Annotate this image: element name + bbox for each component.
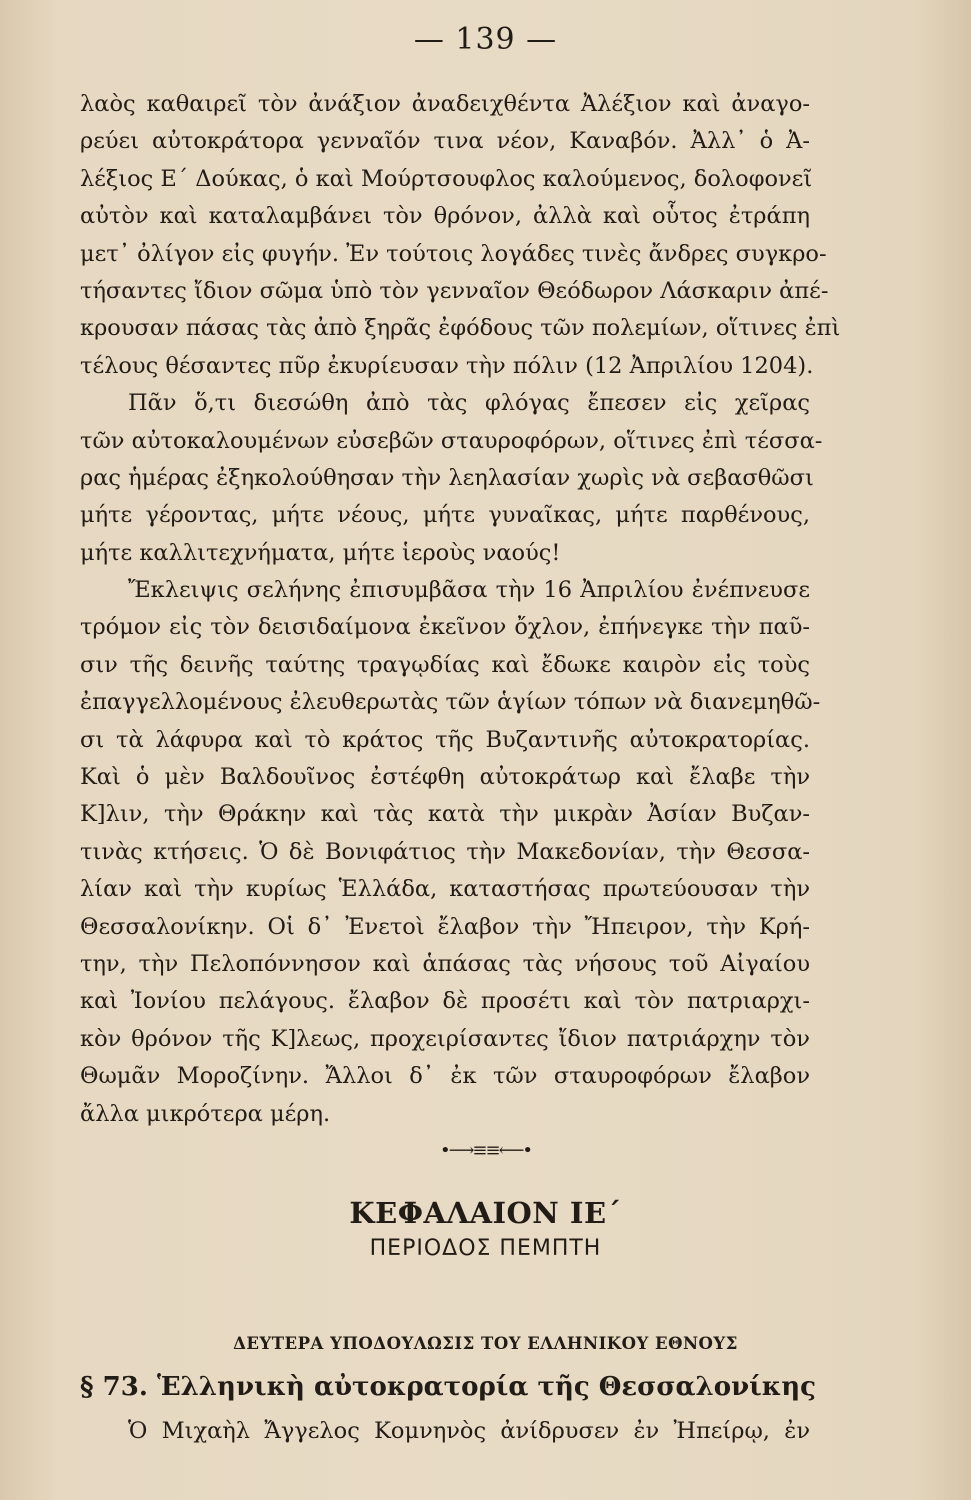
text-line: ἄλλα μικρότερα μέρη. [80, 1100, 331, 1127]
part-title: ΔΕΥΤΕΡΑ ΥΠΟΔΟΥΛΩΣΙΣ ΤΟΥ ΕΛΛΗΝΙΚΟΥ ΕΘΝΟΥΣ [233, 1334, 738, 1353]
text-line: λίαν καὶ τὴν κυρίως Ἑλλάδα, καταστήσας πρωτεύουσαν τὴν [80, 876, 810, 903]
text-line: Κ]λιν, τὴν Θράκην καὶ τὰς κατὰ τὴν μικρὰν Ἀσίαν Βυζαν- [80, 801, 810, 828]
text-line: τρόμον εἰς τὸν δεισιδαίμονα ἐκεῖνον ὄχλον, ἐπήνεγκε τὴν παῦ- [80, 614, 810, 641]
paragraph-3 [80, 572, 821, 1133]
text-line: σι τὰ λάφυρα καὶ τὸ κράτος τῆς Βυζαντινῆς αὐτοκρατορίας. [80, 726, 810, 753]
text-line: αὐτὸν καὶ καταλαμβάνει τὸν θρόνον, ἀλλὰ καὶ οὗτος ἐτράπη [80, 203, 810, 230]
text-line: λαὸς καθαιρεῖ τὸν ἀνάξιον ἀναδειχθέντα Ἀλέξιον καὶ ἀναγο- [80, 91, 810, 117]
text-line: Πᾶν ὅ,τι διεσώθη ἀπὸ τὰς φλόγας ἔπεσεν εἰς χεῖρας [128, 390, 810, 417]
text-line: τῶν αὐτοκαλουμένων εὐσεβῶν σταυροφόρων, οἵτινες ἐπὶ τέσσα- [80, 427, 823, 454]
text-line: Θωμᾶν Μοροζίνην. Ἄλλοι δ᾽ ἐκ τῶν σταυροφόρων ἔλαβον [80, 1063, 810, 1090]
text-line: κὸν θρόνον τῆς Κ]λεως, προχειρίσαντες ἴδιον πατριάρχην τὸν [80, 1025, 810, 1052]
text-line: την, τὴν Πελοπόννησον καὶ ἁπάσας τὰς νήσους τοῦ Αἰγαίου [80, 950, 810, 977]
section-title: Ἑλληνικὴ αὐτοκρατορία τῆς Θεσσαλονίκης [156, 1372, 816, 1402]
chapter-subtitle: ΠΕΡΙΟΔΟΣ ΠΕΜΠΤΗ [369, 1236, 602, 1261]
section-ornament: •⟶≡≡⟵• [439, 1140, 531, 1161]
text-line: Ὁ Μιχαὴλ Ἄγγελος Κομνηνὸς ἀνίδρυσεν ἐν Ἠπείρῳ, ἐν [128, 1418, 810, 1444]
text-line: τέλους θέσαντες πῦρ ἐκυρίευσαν τὴν πόλιν (12 Ἀπριλίου 1204). [80, 352, 814, 379]
text-line: καὶ Ἰονίου πελάγους. ἔλαβον δὲ προσέτι καὶ τὸν πατριαρχι- [80, 988, 810, 1015]
text-line: κρουσαν πάσας τὰς ἀπὸ ξηρᾶς ἐφόδους τῶν πολεμίων, οἵτινες ἐπὶ [80, 315, 841, 342]
text-line: μετ᾽ ὀλίγον εἰς φυγήν. Ἐν τούτοις λογάδες τινὲς ἄνδρες συγκρο- [80, 240, 827, 267]
text-line: μήτε γέροντας, μήτε νέους, μήτε γυναῖκας, μήτε παρθένους, [80, 502, 810, 529]
text-line: ρας ἡμέρας ἐξηκολούθησαν τὴν λεηλασίαν χωρὶς νὰ σεβασθῶσι [80, 464, 814, 491]
text-line: Καὶ ὁ μὲν Βαλδουῖνος ἐστέφθη αὐτοκράτωρ καὶ ἔλαβε τὴν [80, 764, 810, 791]
text-line: λέξιος Ε´ Δούκας, ὁ καὶ Μούρτσουφλος καλούμενος, δολοφονεῖ [80, 165, 813, 192]
body-text [80, 86, 841, 1133]
text-line: τήσαντες ἴδιον σῶμα ὑπὸ τὸν γενναῖον Θεόδωρον Λάσκαριν ἀπέ- [80, 277, 829, 304]
text-line: ἐπαγγελλομένους ἐλευθερωτὰς τῶν ἁγίων τόπων νὰ διανεμηθῶ- [80, 689, 821, 716]
section-heading [80, 1372, 816, 1402]
page-number: — 139 — [413, 22, 558, 57]
paragraph-1 [80, 86, 841, 385]
chapter-title: ΚΕΦΑΛΑΙΟΝ ΙΕ´ [349, 1196, 622, 1230]
text-line: Θεσσαλονίκην. Οἱ δ᾽ Ἐνετοὶ ἔλαβον τὴν Ἤπειρον, τὴν Κρή- [80, 913, 810, 940]
section-number: § 73. [80, 1372, 148, 1402]
text-line: σιν τῆς δεινῆς ταύτης τραγῳδίας καὶ ἔδωκε καιρὸν εἰς τοὺς [80, 651, 810, 678]
text-line: Ἔκλειψις σελήνης ἐπισυμβᾶσα τὴν 16 Ἀπριλίου ἐνέπνευσε [128, 577, 810, 604]
text-line: ρεύει αὐτοκράτορα γενναῖόν τινα νέον, Καναβόν. Ἀλλ᾽ ὁ Ἀ- [80, 128, 810, 155]
text-line: μήτε καλλιτεχνήματα, μήτε ἱεροὺς ναούς! [80, 539, 561, 566]
paragraph-2 [80, 385, 823, 572]
text-line: τινὰς κτήσεις. Ὁ δὲ Βονιφάτιος τὴν Μακεδονίαν, τὴν Θεσσα- [80, 838, 810, 865]
